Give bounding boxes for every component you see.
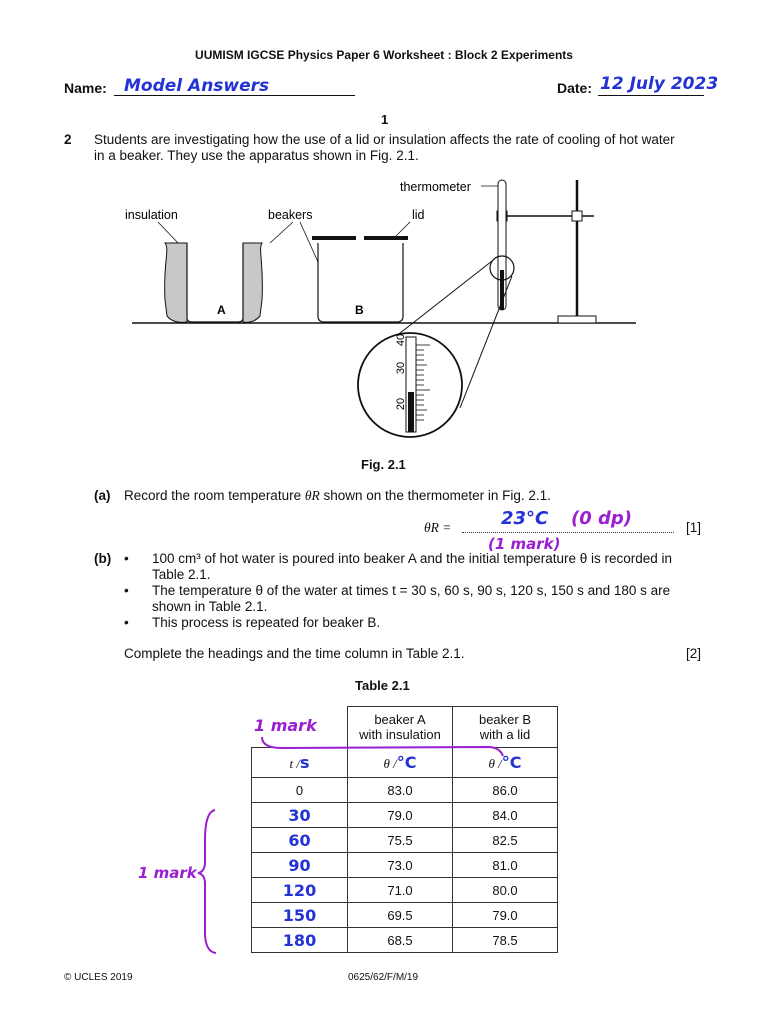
part-a-answer-prefix: θR =: [424, 520, 452, 535]
time-cell: 150: [252, 903, 348, 928]
header-beaker-a-line2: with insulation: [359, 727, 441, 742]
bullet-2-marker: •: [124, 583, 129, 598]
beaker-a-cell: 83.0: [348, 778, 453, 803]
table-caption: Table 2.1: [355, 678, 410, 693]
unit-theta-b-hand: °C: [501, 753, 522, 772]
bullet-2-line1: The temperature θ of the water at times t = 30 s, 60 s, 90 s, 120 s, 150 s and 180 s are: [152, 583, 671, 598]
name-value: Model Answers: [124, 76, 270, 96]
part-a-answer: 23°C: [501, 508, 549, 529]
header-beaker-a-line1: beaker A: [374, 712, 426, 727]
date-value: 12 July 2023: [600, 74, 719, 94]
beaker-b-cell: 81.0: [453, 853, 558, 878]
footer-copyright: © UCLES 2019: [64, 972, 133, 983]
part-a-label: (a): [94, 488, 111, 503]
date-label: Date:: [557, 80, 593, 96]
bullet-1-line2: Table 2.1.: [152, 567, 211, 582]
part-a-text-before: Record the room temperature: [124, 488, 302, 503]
bullet-2-line2: shown in Table 2.1.: [152, 599, 268, 614]
label-lid: lid: [412, 208, 425, 222]
headings-bracket: [262, 737, 503, 756]
beaker-b-cell: 86.0: [453, 778, 558, 803]
page-number: 1: [381, 112, 389, 127]
time-cell: 60: [252, 828, 348, 853]
name-label: Name:: [64, 80, 107, 96]
scale-label-40: 40: [395, 333, 407, 347]
part-b-marks: [2]: [686, 646, 702, 661]
header-beaker-b-line1: beaker B: [478, 712, 532, 727]
times-brace: [198, 810, 216, 953]
part-a-answer-mark: (1 mark): [488, 535, 561, 553]
beaker-b-cell: 78.5: [453, 928, 558, 953]
beaker-b-cell: 79.0: [453, 903, 558, 928]
beaker-b-cell: 84.0: [453, 803, 558, 828]
part-a-theta-r: θR: [304, 488, 320, 503]
time-cell: 0: [252, 778, 348, 803]
time-cell: 120: [252, 878, 348, 903]
mark-times-annotation: 1 mark: [138, 864, 197, 882]
label-beaker-a: A: [217, 303, 226, 317]
mark-headings-annotation: 1 mark: [254, 716, 317, 735]
bullet-3-marker: •: [124, 615, 129, 630]
label-thermometer: thermometer: [400, 180, 471, 194]
bullet-1-line1: 100 cm³ of hot water is poured into beaker A and the initial temperature θ is recorded in: [152, 551, 673, 566]
footer-code: 0625/62/F/M/19: [348, 972, 419, 983]
part-a-text-after: shown on the thermometer in Fig. 2.1.: [323, 488, 551, 503]
beaker-b-cell: 80.0: [453, 878, 558, 903]
question-intro-line2: in a beaker. They use the apparatus shown in Fig. 2.1.: [94, 148, 419, 163]
beaker-a-cell: 71.0: [348, 878, 453, 903]
unit-theta-a-hand: °C: [396, 753, 417, 772]
header-beaker-b-line2: with a lid: [479, 727, 531, 742]
scale-label-30: 30: [395, 361, 407, 375]
beaker-a-cell: 73.0: [348, 853, 453, 878]
beaker-b-cell: 82.5: [453, 828, 558, 853]
question-number: 2: [64, 132, 72, 147]
label-insulation: insulation: [125, 208, 178, 222]
unit-theta-a-printed: θ /: [383, 756, 397, 771]
figure-caption: Fig. 2.1: [361, 457, 406, 472]
time-cell: 90: [252, 853, 348, 878]
part-b-label: (b): [94, 551, 112, 566]
label-beakers: beakers: [268, 208, 313, 222]
beaker-a-cell: 79.0: [348, 803, 453, 828]
unit-theta-b-printed: θ /: [488, 756, 502, 771]
part-b-instruction: Complete the headings and the time column in Table 2.1.: [124, 646, 465, 661]
beaker-a-cell: 68.5: [348, 928, 453, 953]
label-beaker-b: B: [355, 303, 364, 317]
time-cell: 180: [252, 928, 348, 953]
time-cell: 30: [252, 803, 348, 828]
part-a-marks: [1]: [686, 520, 702, 535]
bullet-3-line1: This process is repeated for beaker B.: [152, 615, 381, 630]
worksheet-title: UUMISM IGCSE Physics Paper 6 Worksheet : Block 2 Experiments: [195, 48, 573, 62]
unit-time-hand: s: [299, 753, 310, 772]
beaker-a-cell: 75.5: [348, 828, 453, 853]
part-a-answer-note: (0 dp): [571, 508, 633, 529]
question-intro-line1: Students are investigating how the use of a lid or insulation affects the rate of cooling of hot water: [94, 132, 675, 147]
scale-label-20: 20: [395, 397, 407, 411]
beaker-a-cell: 69.5: [348, 903, 453, 928]
bullet-1-marker: •: [124, 551, 129, 566]
unit-time-printed: t /: [289, 756, 300, 771]
